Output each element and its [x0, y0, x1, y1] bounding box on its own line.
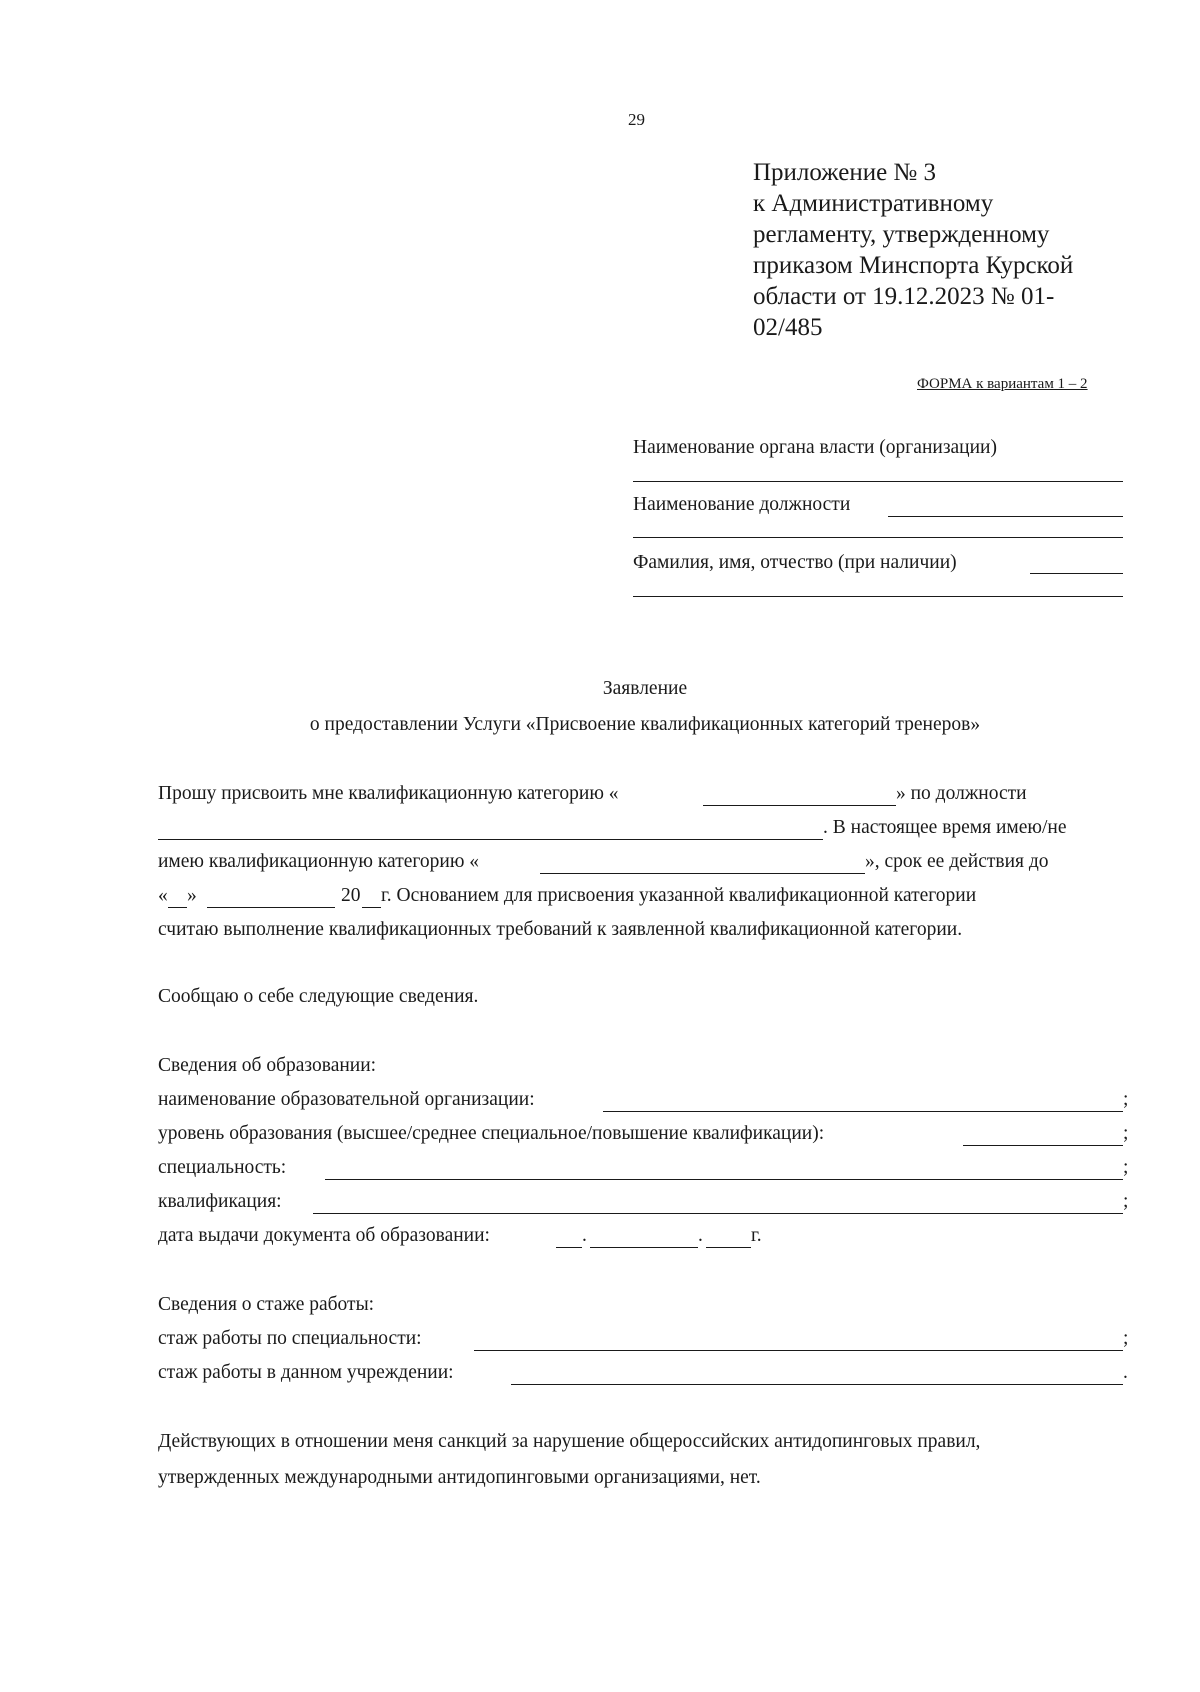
category-field[interactable] — [703, 805, 896, 806]
doc-title: Заявление — [602, 678, 688, 699]
appendix-line: Приложение № 3 — [753, 159, 937, 186]
doc-subtitle: о предоставлении Услуги «Присвоение квалификационных категорий тренеров» — [309, 714, 981, 735]
exp-institution-field[interactable] — [511, 1384, 1123, 1385]
day-field[interactable] — [168, 907, 187, 908]
appendix-line: 02/485 — [753, 314, 823, 341]
edu-level-label: уровень образования (высшее/среднее специальное/повышение квалификации): — [158, 1123, 825, 1144]
org-label: Наименование органа власти (организации) — [633, 437, 997, 458]
position-line-2[interactable] — [633, 537, 1123, 538]
appendix-line: приказом Минспорта Курской — [753, 252, 1074, 279]
edu-date-month-field[interactable] — [590, 1247, 698, 1248]
request-date-close: » — [187, 885, 197, 906]
fio-line-2[interactable] — [633, 596, 1123, 597]
fio-line[interactable] — [1030, 573, 1123, 574]
date-dot: . — [582, 1225, 587, 1246]
position-line[interactable] — [888, 516, 1123, 517]
position-label: Наименование должности — [633, 494, 851, 515]
request-date-open: « — [158, 885, 168, 906]
qualification-field[interactable] — [313, 1213, 1123, 1214]
edu-date-day-field[interactable] — [556, 1247, 582, 1248]
request-line-3a: имею квалификационную категорию « — [158, 851, 480, 872]
education-heading: Сведения об образовании: — [158, 1055, 377, 1076]
experience-heading: Сведения о стаже работы: — [158, 1294, 375, 1315]
request-line-5: считаю выполнение квалификационных требований к заявленной квалификационной категории. — [158, 919, 963, 940]
exp-institution-label: стаж работы в данном учреждении: — [158, 1362, 454, 1383]
exp-specialty-label: стаж работы по специальности: — [158, 1328, 422, 1349]
semicolon: ; — [1123, 1191, 1129, 1212]
year-field[interactable] — [362, 907, 381, 908]
sanctions-line-2: утвержденных международными антидопинговыми организациями, нет. — [158, 1467, 761, 1488]
page-number: 29 — [628, 110, 645, 129]
semicolon: ; — [1123, 1123, 1129, 1144]
period: . — [1123, 1362, 1128, 1383]
sanctions-line-1: Действующих в отношении меня санкций за нарушение общероссийских антидопинговых правил, — [158, 1431, 981, 1452]
form-label: ФОРМА к вариантам 1 – 2 — [917, 376, 1088, 392]
request-year-prefix: 20 — [341, 885, 361, 906]
edu-org-label: наименование образовательной организации: — [158, 1089, 535, 1110]
appendix-line: регламенту, утвержденному — [753, 221, 1050, 248]
semicolon: ; — [1123, 1157, 1129, 1178]
edu-level-field[interactable] — [963, 1145, 1123, 1146]
date-dot: . — [698, 1225, 703, 1246]
request-line-1a: Прошу присвоить мне квалификационную категорию « — [158, 783, 619, 804]
about-text: Сообщаю о себе следующие сведения. — [158, 986, 479, 1007]
edu-date-label: дата выдачи документа об образовании: — [158, 1225, 490, 1246]
semicolon: ; — [1123, 1328, 1129, 1349]
org-line[interactable] — [633, 481, 1123, 482]
appendix-line: к Административному — [753, 190, 994, 217]
request-line-3b: », срок ее действия до — [865, 851, 1049, 872]
request-line-2: . В настоящее время имею/не — [823, 817, 1067, 838]
position-field[interactable] — [158, 839, 823, 840]
qualification-label: квалификация: — [158, 1191, 282, 1212]
request-line-4: г. Основанием для присвоения указанной квалификационной категории — [381, 885, 977, 906]
edu-date-year-field[interactable] — [706, 1247, 751, 1248]
exp-specialty-field[interactable] — [474, 1350, 1123, 1351]
appendix-block — [753, 157, 1073, 343]
current-category-field[interactable] — [540, 873, 865, 874]
month-field[interactable] — [207, 907, 335, 908]
appendix-line: области от 19.12.2023 № 01- — [753, 283, 1055, 310]
semicolon: ; — [1123, 1089, 1129, 1110]
specialty-field[interactable] — [325, 1179, 1123, 1180]
edu-org-field[interactable] — [603, 1111, 1123, 1112]
fio-label: Фамилия, имя, отчество (при наличии) — [633, 552, 957, 573]
specialty-label: специальность: — [158, 1157, 287, 1178]
request-line-1b: » по должности — [896, 783, 1027, 804]
date-year-suffix: г. — [751, 1225, 762, 1246]
